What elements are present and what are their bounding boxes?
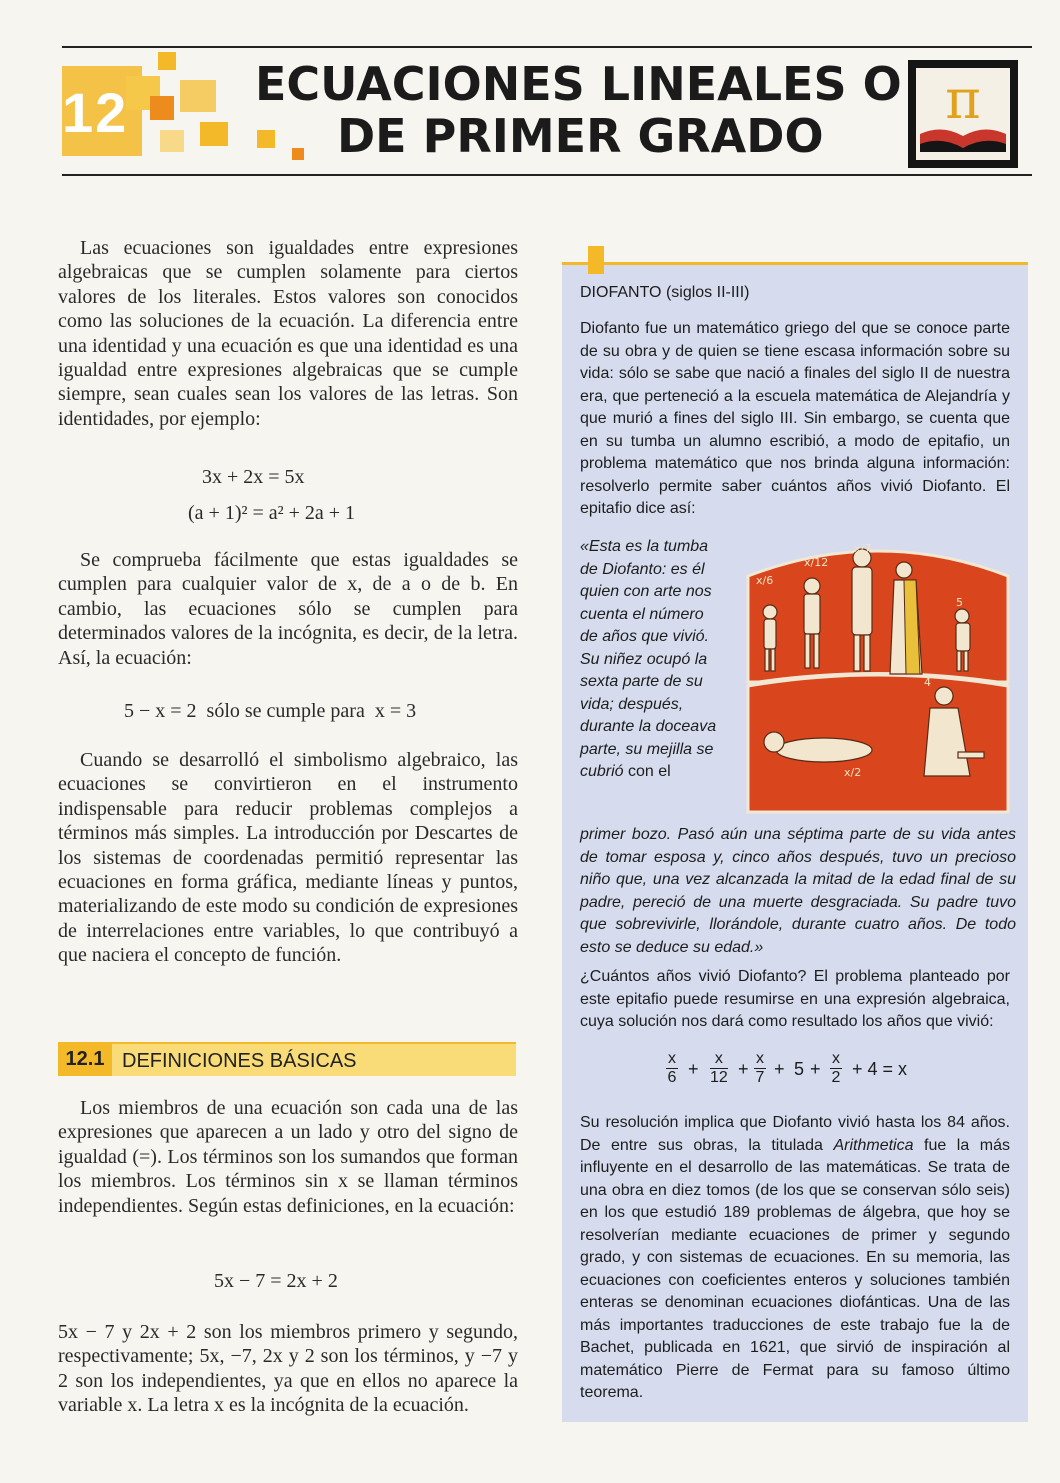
section-title: DEFINICIONES BÁSICAS <box>122 1050 357 1072</box>
chapter-number: 12 <box>62 81 129 144</box>
plus-1: + <box>688 1059 699 1079</box>
chapter-title-line2: DE PRIMER GRADO <box>337 109 824 163</box>
intro-paragraph-3: Cuando se desarrolló el simbolismo algebraico, las ecuaciones se convirtieron en el instrumento indispensable para reducir problemas complejos a términos más simples. La introducción por Descartes de los sistemas de coordenadas permitió representar las ecuaciones en forma gráfica, mediante líneas y puntos, materializando de este modo su condición de expresiones de interrelaciones entre variables, lo que contribuyó a que naciera el concepto de función. <box>58 749 518 967</box>
sidebar-paragraph-3: Su resolución implica que Diofanto vivió hasta los 84 años. De entre sus obras, la titulada Arithmetica fue la más influyente en el desarrollo de las matemáticas. Se trata de una obra en diez tomos (de los que se conservan sólo seis) en los que estudió 189 problemas de álgebra, que hoy se resolverían mediante ecuaciones de primer y segundo grado, y con sistemas de ecuaciones. En su memoria, las ecuaciones con coeficientes enteros y soluciones también enteras se denominan ecuaciones diofánticas. Una de las más importantes traducciones de este trabajo fue la de Bachet, publicada en 1621, que sirvió de inspiración al matemático Pierre de Fermat para su famoso último teorema. <box>580 1114 1010 1401</box>
epitaph-start: «Esta es la tumba de Diofanto: es él quien con arte nos cuenta el número de años que vivió. Su niñez ocupó la sexta parte de su vida; después, durante la doceava parte, su mejilla se cubrió con el <box>580 538 717 780</box>
example-equation: 5 − x = 2 sólo se cumple para x = 3 <box>124 700 417 722</box>
chapter-title-line1: ECUACIONES LINEALES O <box>255 57 902 111</box>
fraction-x-7: $\frac{x}{7}$ <box>755 1050 765 1086</box>
arithmetica-title: Arithmetica <box>833 1136 914 1154</box>
fraction-x-12: $\frac{x}{12}$ <box>710 1050 728 1086</box>
chapter-title <box>255 58 902 162</box>
header-bottom-rule <box>62 174 1032 176</box>
diofanto-life-illustration <box>744 536 1012 816</box>
sidebar-paragraph-2: ¿Cuántos años vivió Diofanto? El problema planteado por este epitafio puede resumirse en una expresión algebraica, cuya solución nos dará como resultado los años que vivió: <box>580 968 1010 1030</box>
sidebar-heading: DIOFANTO (siglos II-III) <box>580 284 750 301</box>
diofanto-formula <box>666 1050 946 1098</box>
intro-paragraph-1: Las ecuaciones son igualdades entre expresiones algebraicas que se cumplen solamente para ciertos valores de los literales. Estos valores son conocidos como las soluciones de la ecuación. La diferencia entre una identidad y una ecuación es que una identidad es una igualdad entre expresiones algebraicas que se cumple siempre, sean cuales sean los valores de las letras. Son identidades, por ejemplo: <box>58 237 518 430</box>
sidebar-paragraph-1: Diofanto fue un matemático griego del que se conoce parte de su obra y de quien se tiene escasa información sobre su vida: sólo se sabe que nació a finales del siglo II de nuestra era, que perteneció a la escuela matemática de Alejandría y que murió a fines del siglo III. Sin embargo, se cuenta que en su tumba un alumno escribió, a modo de epitafio, un problema matemático que nos brinda alguna información: resolverlo permite saber cuántos años vivió Diofanto. El epitafio dice así: <box>580 320 1010 517</box>
svg-text:x/2: x/2 <box>844 766 862 779</box>
pi-book-logo-icon <box>908 60 1018 168</box>
section-paragraph-1: Los miembros de una ecuación son cada una de las expresiones que aparecen a un lado y otro del signo de igualdad (=). Los términos son los sumandos que forman los miembros. Los términos sin x se llaman términos independientes. Según estas definiciones, en la ecuación: <box>58 1097 518 1217</box>
identity-equation-2: (a + 1)² = a² + 2a + 1 <box>188 502 356 524</box>
section-number: 12.1 <box>58 1042 112 1076</box>
section-paragraph-2: 5x − 7 y 2x + 2 son los miembros primero y segundo, respectivamente; 5x, −7, 2x y 2 son los términos, y −7 y 2 son los independientes, ya que en ellos no aparece la variable x. La letra x es la incógnita de la ecuación. <box>58 1321 518 1417</box>
plus-4: + <box>810 1059 821 1079</box>
sidebar-top-rule <box>562 262 1028 265</box>
sidebar-marker <box>588 246 604 274</box>
plus-2: + <box>738 1059 749 1079</box>
svg-text:x/7: x/7 <box>854 542 872 555</box>
epitaph-continuation: primer bozo. Pasó aún una séptima parte de su vida antes de tomar esposa y, cinco años después, tuvo un precioso niño que, una vez alcanzada la mitad de la edad final de su padre, pereció de una muerte desgraciada. Su padre tuvo que sobrevivirle, llorándole, durante cuatro años. De todo esto se deduce su edad.» <box>580 826 1016 956</box>
intro-paragraph-2: Se comprueba fácilmente que estas igualdades se cumplen para cualquier valor de x, de a o de b. En cambio, las ecuaciones sólo se cumplen para determinados valores de la incógnita, es decir, de la letra. Así, la ecuación: <box>58 549 518 669</box>
fraction-x-2: $\frac{x}{2}$ <box>831 1050 841 1086</box>
header-top-rule <box>62 46 1032 48</box>
svg-text:x/6: x/6 <box>756 574 774 587</box>
svg-text:5: 5 <box>956 596 963 609</box>
svg-text:4: 4 <box>924 676 931 689</box>
constant-five: 5 <box>794 1059 805 1079</box>
formula-tail: + 4 = x <box>852 1059 908 1079</box>
section-equation: 5x − 7 = 2x + 2 <box>214 1270 338 1292</box>
svg-text:x/12: x/12 <box>804 556 829 569</box>
fraction-x-6: $\frac{x}{6}$ <box>667 1050 677 1086</box>
identity-equation-1: 3x + 2x = 5x <box>202 466 305 488</box>
plus-3: + <box>774 1059 785 1079</box>
svg-text:π: π <box>945 68 981 131</box>
